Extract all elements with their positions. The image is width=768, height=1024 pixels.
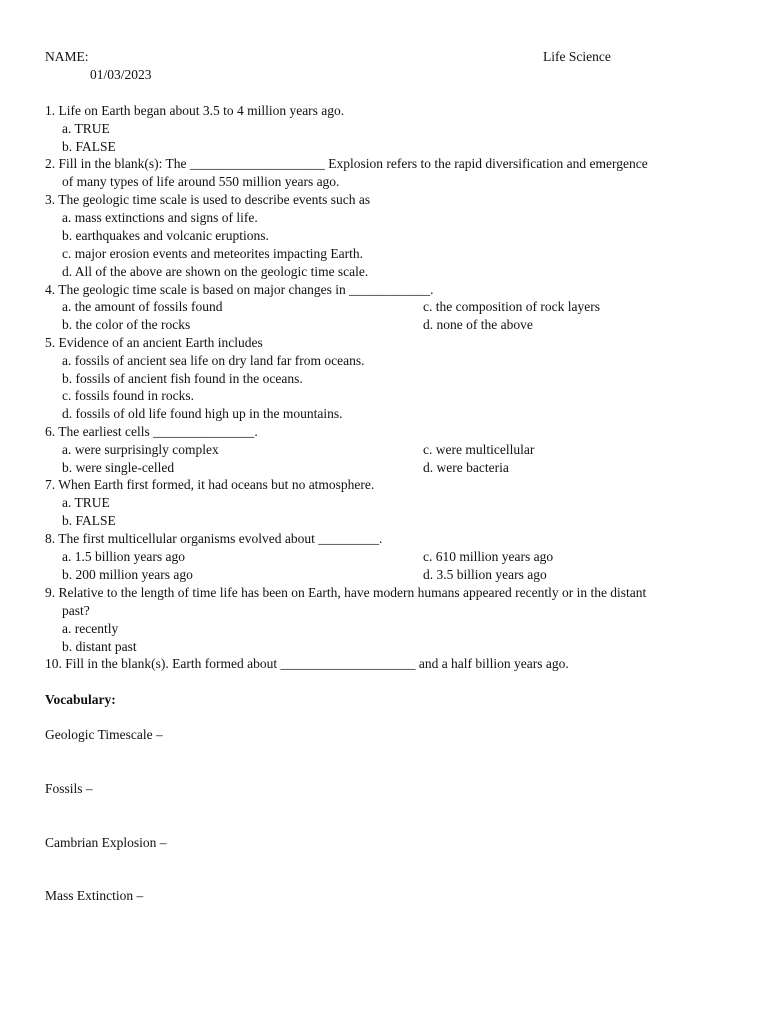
- subject-label: Life Science: [543, 49, 611, 64]
- option-4b: b. the color of the rocks: [62, 317, 191, 332]
- option-8d: d. 3.5 billion years ago: [423, 567, 547, 582]
- question-text: Fill in the blank(s): The ____________________ Explosion refers to the rapid diversification and emergence: [58, 156, 648, 171]
- option-5a: a. fossils of ancient sea life on dry land far from oceans.: [62, 353, 365, 368]
- question-text: Relative to the length of time life has been on Earth, have modern humans appeared recently or in the distant: [58, 585, 647, 600]
- question-number: 7.: [45, 477, 56, 492]
- question-7: [45, 476, 374, 493]
- option-8c: c. 610 million years ago: [423, 549, 554, 564]
- question-text: The earliest cells _______________.: [58, 424, 258, 439]
- question-text: The geologic time scale is used to describe events such as: [58, 192, 371, 207]
- vocab-term-geologic-timescale: Geologic Timescale –: [45, 727, 163, 742]
- option-6c: c. were multicellular: [423, 442, 535, 457]
- option-4a: a. the amount of fossils found: [62, 299, 223, 314]
- name-label: NAME:: [45, 49, 89, 64]
- option-7b: b. FALSE: [62, 513, 116, 528]
- question-number: 5.: [45, 335, 56, 350]
- option-6b: b. were single-celled: [62, 460, 175, 475]
- option-9a: a. recently: [62, 621, 119, 636]
- question-number: 3.: [45, 192, 56, 207]
- vocabulary-heading: Vocabulary:: [45, 692, 116, 707]
- vocab-term-fossils: Fossils –: [45, 781, 93, 796]
- question-number: 8.: [45, 531, 56, 546]
- question-9: [45, 584, 646, 601]
- option-9b: b. distant past: [62, 639, 137, 654]
- question-text: The first multicellular organisms evolved about _________.: [58, 531, 383, 546]
- question-number: 10.: [45, 656, 62, 671]
- question-number: 2.: [45, 156, 56, 171]
- question-text: Fill in the blank(s). Earth formed about ____________________ and a half billion years ago.: [65, 656, 569, 671]
- option-3a: a. mass extinctions and signs of life.: [62, 210, 258, 225]
- question-2: [45, 155, 648, 172]
- question-4: [45, 281, 434, 298]
- option-7a: a. TRUE: [62, 495, 110, 510]
- question-6: [45, 423, 258, 440]
- option-5c: c. fossils found in rocks.: [62, 388, 194, 403]
- question-text: The geologic time scale is based on major changes in ____________.: [58, 282, 434, 297]
- question-text: Evidence of an ancient Earth includes: [58, 335, 263, 350]
- option-4c: c. the composition of rock layers: [423, 299, 600, 314]
- question-8: [45, 530, 382, 547]
- option-5b: b. fossils of ancient fish found in the oceans.: [62, 371, 303, 386]
- date-label: 01/03/2023: [90, 67, 152, 82]
- option-8b: b. 200 million years ago: [62, 567, 193, 582]
- question-number: 6.: [45, 424, 56, 439]
- option-8a: a. 1.5 billion years ago: [62, 549, 185, 564]
- question-9-continued: past?: [62, 603, 90, 618]
- option-3b: b. earthquakes and volcanic eruptions.: [62, 228, 269, 243]
- question-number: 1.: [45, 103, 56, 118]
- option-3d: d. All of the above are shown on the geologic time scale.: [62, 264, 369, 279]
- question-number: 4.: [45, 282, 56, 297]
- option-4d: d. none of the above: [423, 317, 533, 332]
- option-6d: d. were bacteria: [423, 460, 509, 475]
- option-1a: a. TRUE: [62, 121, 110, 136]
- option-1b: b. FALSE: [62, 139, 116, 154]
- option-5d: d. fossils of old life found high up in the mountains.: [62, 406, 343, 421]
- vocab-term-cambrian-explosion: Cambrian Explosion –: [45, 835, 167, 850]
- question-number: 9.: [45, 585, 56, 600]
- option-6a: a. were surprisingly complex: [62, 442, 219, 457]
- question-3: [45, 191, 370, 208]
- question-text: Life on Earth began about 3.5 to 4 million years ago.: [58, 103, 345, 118]
- question-10: [45, 655, 569, 672]
- question-1: [45, 102, 344, 119]
- vocab-term-mass-extinction: Mass Extinction –: [45, 888, 144, 903]
- question-2-continued: of many types of life around 550 million years ago.: [62, 174, 340, 189]
- question-text: When Earth first formed, it had oceans but no atmosphere.: [58, 477, 375, 492]
- question-5: [45, 334, 263, 351]
- option-3c: c. major erosion events and meteorites impacting Earth.: [62, 246, 364, 261]
